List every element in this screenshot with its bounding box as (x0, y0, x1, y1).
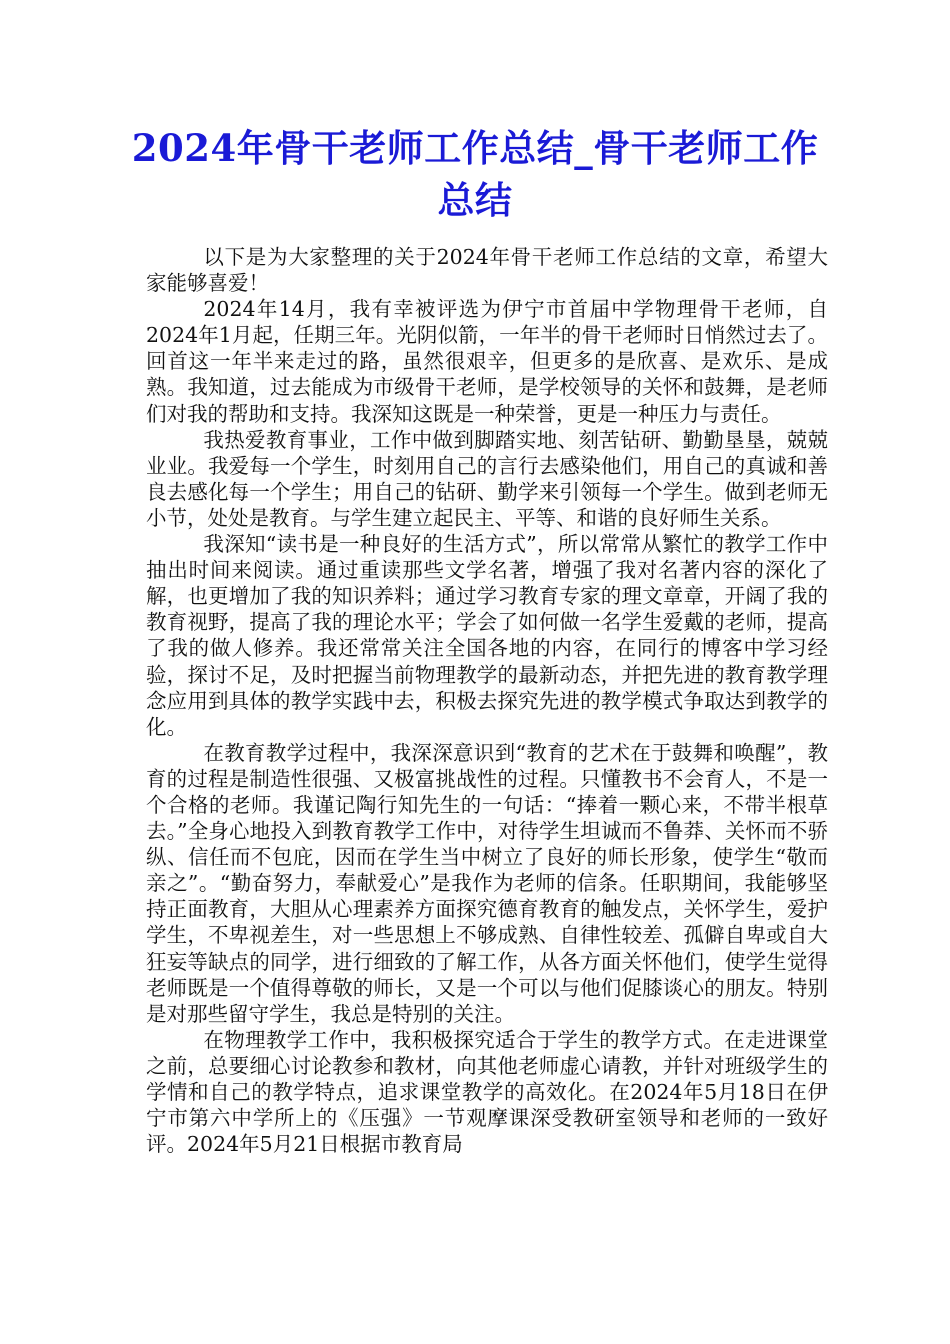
physics-teaching-paragraph: 在物理教学工作中，我积极探究适合于学生的教学方式。在走进课堂之前，总要细心讨论教参和教材，向其他老师虚心请教，并针对班级学生的学情和自己的教学特点，追求课堂教学的高效化。在2024年5月18日在伊宁市第六中学所上的《压强》一节观摩课深受教研室领导和老师的一致好评。2024年5月21日根据市教育局 (146, 1027, 828, 1157)
dedication-paragraph: 我热爱教育事业，工作中做到脚踏实地、刻苦钻研、勤勤垦垦，兢兢业业。我爱每一个学生，时刻用自己的言行去感染他们，用自己的真诚和善良去感化每一个学生；用自己的钻研、勤学来引领每一个学生。做到老师无小节，处处是教育。与学生建立起民主、平等、和谐的良好师生关系。 (146, 427, 828, 530)
intro-paragraph: 以下是为大家整理的关于2024年骨干老师工作总结的文章，希望大家能够喜爱！ (146, 245, 828, 296)
document-title: 2024年骨干老师工作总结_骨干老师工作总结 (131, 126, 819, 222)
appointment-paragraph: 2024年14月，我有幸被评选为伊宁市首届中学物理骨干老师，自2024年1月起，任期三年。光阴似箭，一年半的骨干老师时日悄然过去了。回首这一年半来走过的路，虽然很艰辛，但更多的是欣喜、是欢乐、是成熟。我知道，过去能成为市级骨干老师，是学校领导的关怀和鼓舞，是老师们对我的帮助和支持。我深知这既是一种荣誉，更是一种压力与责任。 (146, 297, 828, 426)
reading-paragraph: 我深知“读书是一种良好的生活方式”，所以常常从繁忙的教学工作中抽出时间来阅读。通过重读那些文学名著，增强了我对名著内容的深化了解，也更增加了我的知识养料；通过学习教育专家的理文章章，开阔了我的教育视野，提高了我的理论水平；学会了如何做一名学生爱戴的老师，提高了我的做人修养。我还常常关注全国各地的内容，在同行的博客中学习经验，探讨不足，及时把握当前物理教学的最新动态，并把先进的教育教学理念应用到具体的教学实践中去，积极去探究先进的教学模式争取达到教学的化。 (146, 532, 828, 739)
education-paragraph: 在教育教学过程中，我深深意识到“教育的艺术在于鼓舞和唤醒”，教育的过程是制造性很强、又极富挑战性的过程。只懂教书不会育人，不是一个合格的老师。我谨记陶行知先生的一句话：“捧着一颗心来，不带半根草去。”全身心地投入到教育教学工作中，对待学生坦诚而不鲁莽、关怀而不骄纵、信任而不包庇，因而在学生当中树立了良好的师长形象，使学生“敬而亲之”。“勤奋努力，奉献爱心”是我作为老师的信条。任职期间，我能够坚持正面教育，大胆从心理素养方面探究德育教育的触发点，关怀学生，爱护学生，不卑视差生，对一些思想上不够成熟、自律性较差、孤僻自卑或自大狂妄等缺点的同学，进行细致的了解工作，从各方面关怀他们，使学生觉得老师既是一个值得尊敬的师长，又是一个可以与他们促膝谈心的朋友。特别是对那些留守学生，我总是特别的关注。 (146, 740, 828, 1026)
document-body (146, 244, 828, 1157)
